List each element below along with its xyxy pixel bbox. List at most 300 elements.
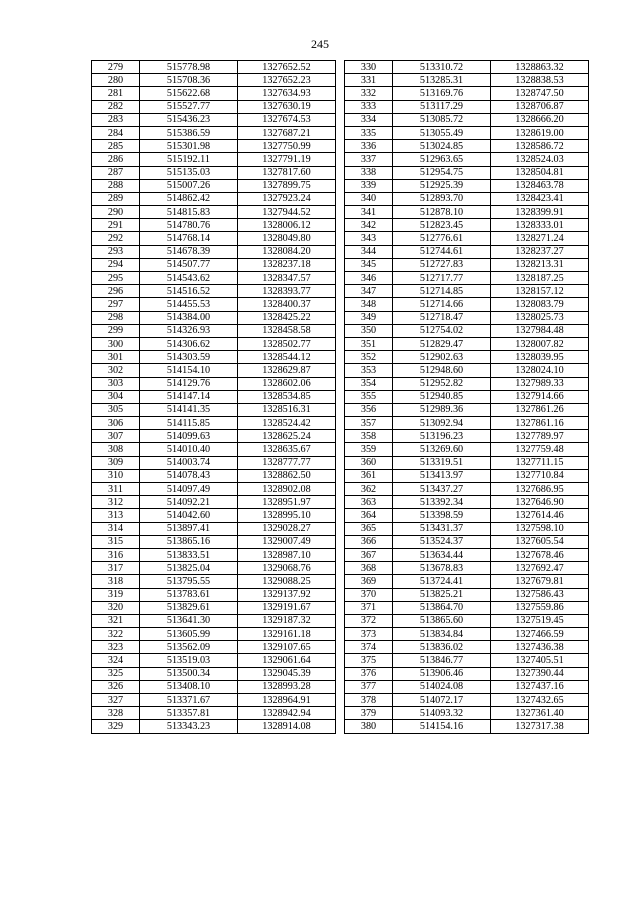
x-coordinate-cell: 512744.61 [393,245,491,258]
table-row [92,614,336,627]
x-coordinate-cell: 515708.36 [140,74,238,87]
x-coordinate-cell: 513196.23 [393,430,491,443]
x-coordinate-cell: 514154.16 [393,720,491,733]
table-row [345,100,589,113]
table-row [92,113,336,126]
y-coordinate-cell: 1327711.15 [491,456,589,469]
y-coordinate-cell: 1327634.93 [238,87,336,100]
point-number-cell: 351 [345,337,393,350]
x-coordinate-cell: 514384.00 [140,311,238,324]
y-coordinate-cell: 1327436.38 [491,641,589,654]
point-number-cell: 314 [92,522,140,535]
point-number-cell: 334 [345,113,393,126]
table-row [92,337,336,350]
x-coordinate-cell: 512948.60 [393,364,491,377]
y-coordinate-cell: 1327405.51 [491,654,589,667]
point-number-cell: 341 [345,206,393,219]
table-row [345,641,589,654]
y-coordinate-cell: 1329061.64 [238,654,336,667]
point-number-cell: 307 [92,430,140,443]
point-number-cell: 342 [345,219,393,232]
y-coordinate-cell: 1327652.52 [238,61,336,74]
x-coordinate-cell: 513357.81 [140,707,238,720]
x-coordinate-cell: 512754.02 [393,324,491,337]
point-number-cell: 339 [345,179,393,192]
point-number-cell: 358 [345,430,393,443]
table-row [92,351,336,364]
x-coordinate-cell: 513864.70 [393,601,491,614]
point-number-cell: 373 [345,628,393,641]
point-number-cell: 348 [345,298,393,311]
x-coordinate-cell: 513500.34 [140,667,238,680]
table-row [345,311,589,324]
x-coordinate-cell: 513724.41 [393,575,491,588]
table-row [92,654,336,667]
table-row [345,140,589,153]
table-row [92,562,336,575]
y-coordinate-cell: 1327559.86 [491,601,589,614]
point-number-cell: 297 [92,298,140,311]
x-coordinate-cell: 513431.37 [393,522,491,535]
point-number-cell: 356 [345,403,393,416]
table-row [92,324,336,337]
y-coordinate-cell: 1328777.77 [238,456,336,469]
x-coordinate-cell: 514516.52 [140,285,238,298]
point-number-cell: 329 [92,720,140,733]
point-number-cell: 294 [92,258,140,271]
point-number-cell: 365 [345,522,393,535]
point-number-cell: 364 [345,509,393,522]
point-number-cell: 337 [345,153,393,166]
table-row [92,390,336,403]
coordinates-table-right [344,60,589,734]
point-number-cell: 326 [92,680,140,693]
x-coordinate-cell: 515386.59 [140,126,238,139]
y-coordinate-cell: 1328237.27 [491,245,589,258]
table-row [345,192,589,205]
point-number-cell: 288 [92,179,140,192]
point-number-cell: 343 [345,232,393,245]
point-number-cell: 376 [345,667,393,680]
point-number-cell: 279 [92,61,140,74]
y-coordinate-cell: 1328619.00 [491,126,589,139]
x-coordinate-cell: 514306.62 [140,337,238,350]
table-row [92,707,336,720]
point-number-cell: 338 [345,166,393,179]
x-coordinate-cell: 515192.11 [140,153,238,166]
y-coordinate-cell: 1328024.10 [491,364,589,377]
table-row [92,694,336,707]
y-coordinate-cell: 1328747.50 [491,87,589,100]
y-coordinate-cell: 1328987.10 [238,548,336,561]
table-row [92,601,336,614]
table-row [92,153,336,166]
point-number-cell: 322 [92,628,140,641]
point-number-cell: 291 [92,219,140,232]
table-row [345,258,589,271]
table-row [92,140,336,153]
y-coordinate-cell: 1328187.25 [491,272,589,285]
table-row [345,113,589,126]
x-coordinate-cell: 512823.45 [393,219,491,232]
y-coordinate-cell: 1327466.59 [491,628,589,641]
x-coordinate-cell: 513269.60 [393,443,491,456]
y-coordinate-cell: 1328083.79 [491,298,589,311]
x-coordinate-cell: 514326.93 [140,324,238,337]
table-row [345,496,589,509]
y-coordinate-cell: 1328629.87 [238,364,336,377]
y-coordinate-cell: 1328458.58 [238,324,336,337]
table-row [92,272,336,285]
table-row [345,272,589,285]
table-row [92,509,336,522]
table-row [345,588,589,601]
point-number-cell: 298 [92,311,140,324]
table-row [345,509,589,522]
x-coordinate-cell: 514078.43 [140,469,238,482]
table-row [92,245,336,258]
y-coordinate-cell: 1327899.75 [238,179,336,192]
table-row [345,522,589,535]
point-number-cell: 315 [92,535,140,548]
x-coordinate-cell: 513897.41 [140,522,238,535]
y-coordinate-cell: 1327984.48 [491,324,589,337]
x-coordinate-cell: 514024.08 [393,680,491,693]
table-row [345,469,589,482]
y-coordinate-cell: 1328399.91 [491,206,589,219]
x-coordinate-cell: 512718.47 [393,311,491,324]
point-number-cell: 321 [92,614,140,627]
table-row [345,548,589,561]
point-number-cell: 281 [92,87,140,100]
x-coordinate-cell: 514678.39 [140,245,238,258]
x-coordinate-cell: 514543.62 [140,272,238,285]
y-coordinate-cell: 1328006.12 [238,219,336,232]
table-row [345,390,589,403]
x-coordinate-cell: 513865.16 [140,535,238,548]
point-number-cell: 319 [92,588,140,601]
y-coordinate-cell: 1328516.31 [238,403,336,416]
point-number-cell: 354 [345,377,393,390]
table-row [345,74,589,87]
x-coordinate-cell: 514072.17 [393,694,491,707]
y-coordinate-cell: 1329191.67 [238,601,336,614]
point-number-cell: 306 [92,417,140,430]
point-number-cell: 311 [92,483,140,496]
x-coordinate-cell: 513829.61 [140,601,238,614]
y-coordinate-cell: 1327686.95 [491,483,589,496]
y-coordinate-cell: 1327791.19 [238,153,336,166]
x-coordinate-cell: 514093.32 [393,707,491,720]
table-row [92,100,336,113]
point-number-cell: 324 [92,654,140,667]
table-row [345,61,589,74]
y-coordinate-cell: 1327432.65 [491,694,589,707]
x-coordinate-cell: 513519.03 [140,654,238,667]
y-coordinate-cell: 1327759.48 [491,443,589,456]
x-coordinate-cell: 513055.49 [393,126,491,139]
point-number-cell: 359 [345,443,393,456]
x-coordinate-cell: 514141.35 [140,403,238,416]
x-coordinate-cell: 513085.72 [393,113,491,126]
y-coordinate-cell: 1327861.16 [491,417,589,430]
table-row [92,364,336,377]
point-number-cell: 284 [92,126,140,139]
table-row [92,126,336,139]
x-coordinate-cell: 513413.97 [393,469,491,482]
table-row [92,311,336,324]
table-row [92,219,336,232]
x-coordinate-cell: 513678.83 [393,562,491,575]
x-coordinate-cell: 513398.59 [393,509,491,522]
y-coordinate-cell: 1327692.47 [491,562,589,575]
y-coordinate-cell: 1329187.32 [238,614,336,627]
x-coordinate-cell: 513783.61 [140,588,238,601]
point-number-cell: 292 [92,232,140,245]
point-number-cell: 330 [345,61,393,74]
x-coordinate-cell: 514303.59 [140,351,238,364]
table-row [92,74,336,87]
point-number-cell: 379 [345,707,393,720]
point-number-cell: 304 [92,390,140,403]
x-coordinate-cell: 515527.77 [140,100,238,113]
point-number-cell: 318 [92,575,140,588]
table-row [345,126,589,139]
y-coordinate-cell: 1328602.06 [238,377,336,390]
x-coordinate-cell: 513408.10 [140,680,238,693]
point-number-cell: 289 [92,192,140,205]
table-row [92,667,336,680]
x-coordinate-cell: 513524.37 [393,535,491,548]
x-coordinate-cell: 512714.85 [393,285,491,298]
y-coordinate-cell: 1328862.50 [238,469,336,482]
x-coordinate-cell: 514099.63 [140,430,238,443]
x-coordinate-cell: 514003.74 [140,456,238,469]
x-coordinate-cell: 514097.49 [140,483,238,496]
table-row [345,324,589,337]
x-coordinate-cell: 514042.60 [140,509,238,522]
point-number-cell: 333 [345,100,393,113]
x-coordinate-cell: 512829.47 [393,337,491,350]
y-coordinate-cell: 1329007.49 [238,535,336,548]
x-coordinate-cell: 514815.83 [140,206,238,219]
x-coordinate-cell: 512776.61 [393,232,491,245]
y-coordinate-cell: 1328951.97 [238,496,336,509]
x-coordinate-cell: 513092.94 [393,417,491,430]
point-number-cell: 325 [92,667,140,680]
table-row [92,417,336,430]
point-number-cell: 340 [345,192,393,205]
table-row [345,654,589,667]
y-coordinate-cell: 1329161.18 [238,628,336,641]
table-row [92,166,336,179]
x-coordinate-cell: 514092.21 [140,496,238,509]
table-row [92,232,336,245]
y-coordinate-cell: 1328463.78 [491,179,589,192]
table-row [345,166,589,179]
table-row [92,179,336,192]
point-number-cell: 316 [92,548,140,561]
y-coordinate-cell: 1328025.73 [491,311,589,324]
y-coordinate-cell: 1327614.46 [491,509,589,522]
point-number-cell: 287 [92,166,140,179]
y-coordinate-cell: 1328993.28 [238,680,336,693]
y-coordinate-cell: 1328400.37 [238,298,336,311]
y-coordinate-cell: 1328157.12 [491,285,589,298]
point-number-cell: 302 [92,364,140,377]
y-coordinate-cell: 1328666.20 [491,113,589,126]
x-coordinate-cell: 512727.83 [393,258,491,271]
table-row [345,443,589,456]
point-number-cell: 366 [345,535,393,548]
table-row [345,232,589,245]
x-coordinate-cell: 513024.85 [393,140,491,153]
y-coordinate-cell: 1328423.41 [491,192,589,205]
y-coordinate-cell: 1327861.26 [491,403,589,416]
table-row [345,87,589,100]
y-coordinate-cell: 1327750.99 [238,140,336,153]
point-number-cell: 295 [92,272,140,285]
table-row [92,456,336,469]
point-number-cell: 332 [345,87,393,100]
table-row [345,377,589,390]
table-row [92,258,336,271]
table-row [92,483,336,496]
table-row [345,179,589,192]
x-coordinate-cell: 512902.63 [393,351,491,364]
y-coordinate-cell: 1329137.92 [238,588,336,601]
x-coordinate-cell: 515135.03 [140,166,238,179]
x-coordinate-cell: 513833.51 [140,548,238,561]
y-coordinate-cell: 1327586.43 [491,588,589,601]
point-number-cell: 377 [345,680,393,693]
x-coordinate-cell: 512940.85 [393,390,491,403]
y-coordinate-cell: 1327989.33 [491,377,589,390]
y-coordinate-cell: 1327817.60 [238,166,336,179]
y-coordinate-cell: 1327361.40 [491,707,589,720]
x-coordinate-cell: 512714.66 [393,298,491,311]
point-number-cell: 308 [92,443,140,456]
table-row [92,377,336,390]
point-number-cell: 283 [92,113,140,126]
x-coordinate-cell: 512717.77 [393,272,491,285]
table-row [345,417,589,430]
x-coordinate-cell: 513310.72 [393,61,491,74]
y-coordinate-cell: 1327679.81 [491,575,589,588]
table-row [92,285,336,298]
table-row [92,496,336,509]
y-coordinate-cell: 1328706.87 [491,100,589,113]
x-coordinate-cell: 513825.04 [140,562,238,575]
point-number-cell: 380 [345,720,393,733]
y-coordinate-cell: 1327317.38 [491,720,589,733]
table-row [345,337,589,350]
y-coordinate-cell: 1328995.10 [238,509,336,522]
x-coordinate-cell: 513846.77 [393,654,491,667]
x-coordinate-cell: 514115.85 [140,417,238,430]
point-number-cell: 296 [92,285,140,298]
x-coordinate-cell: 513795.55 [140,575,238,588]
y-coordinate-cell: 1327789.97 [491,430,589,443]
y-coordinate-cell: 1327605.54 [491,535,589,548]
x-coordinate-cell: 513437.27 [393,483,491,496]
table-row [345,245,589,258]
x-coordinate-cell: 512989.36 [393,403,491,416]
point-number-cell: 300 [92,337,140,350]
point-number-cell: 352 [345,351,393,364]
point-number-cell: 335 [345,126,393,139]
y-coordinate-cell: 1327944.52 [238,206,336,219]
table-row [345,285,589,298]
table-row [92,522,336,535]
point-number-cell: 372 [345,614,393,627]
table-row [345,456,589,469]
y-coordinate-cell: 1329028.27 [238,522,336,535]
x-coordinate-cell: 512963.65 [393,153,491,166]
point-number-cell: 331 [345,74,393,87]
table-row [92,206,336,219]
y-coordinate-cell: 1328271.24 [491,232,589,245]
y-coordinate-cell: 1328863.32 [491,61,589,74]
y-coordinate-cell: 1327914.66 [491,390,589,403]
x-coordinate-cell: 513117.29 [393,100,491,113]
y-coordinate-cell: 1328914.08 [238,720,336,733]
x-coordinate-cell: 514768.14 [140,232,238,245]
x-coordinate-cell: 513834.84 [393,628,491,641]
point-number-cell: 312 [92,496,140,509]
point-number-cell: 361 [345,469,393,482]
x-coordinate-cell: 514154.10 [140,364,238,377]
y-coordinate-cell: 1328347.57 [238,272,336,285]
point-number-cell: 371 [345,601,393,614]
table-row [92,628,336,641]
point-number-cell: 301 [92,351,140,364]
y-coordinate-cell: 1328544.12 [238,351,336,364]
y-coordinate-cell: 1328625.24 [238,430,336,443]
y-coordinate-cell: 1328635.67 [238,443,336,456]
x-coordinate-cell: 514507.77 [140,258,238,271]
x-coordinate-cell: 513634.44 [393,548,491,561]
table-row [345,206,589,219]
point-number-cell: 370 [345,588,393,601]
y-coordinate-cell: 1327687.21 [238,126,336,139]
x-coordinate-cell: 512925.39 [393,179,491,192]
x-coordinate-cell: 515301.98 [140,140,238,153]
point-number-cell: 313 [92,509,140,522]
x-coordinate-cell: 513865.60 [393,614,491,627]
table-row [92,192,336,205]
x-coordinate-cell: 513343.23 [140,720,238,733]
point-number-cell: 323 [92,641,140,654]
point-number-cell: 378 [345,694,393,707]
table-row [92,548,336,561]
point-number-cell: 367 [345,548,393,561]
table-row [92,641,336,654]
x-coordinate-cell: 513641.30 [140,614,238,627]
point-number-cell: 344 [345,245,393,258]
x-coordinate-cell: 513392.34 [393,496,491,509]
table-row [345,707,589,720]
table-row [345,351,589,364]
x-coordinate-cell: 514455.53 [140,298,238,311]
y-coordinate-cell: 1327519.45 [491,614,589,627]
point-number-cell: 357 [345,417,393,430]
y-coordinate-cell: 1328213.31 [491,258,589,271]
y-coordinate-cell: 1328049.80 [238,232,336,245]
y-coordinate-cell: 1328039.95 [491,351,589,364]
x-coordinate-cell: 515007.26 [140,179,238,192]
x-coordinate-cell: 512878.10 [393,206,491,219]
